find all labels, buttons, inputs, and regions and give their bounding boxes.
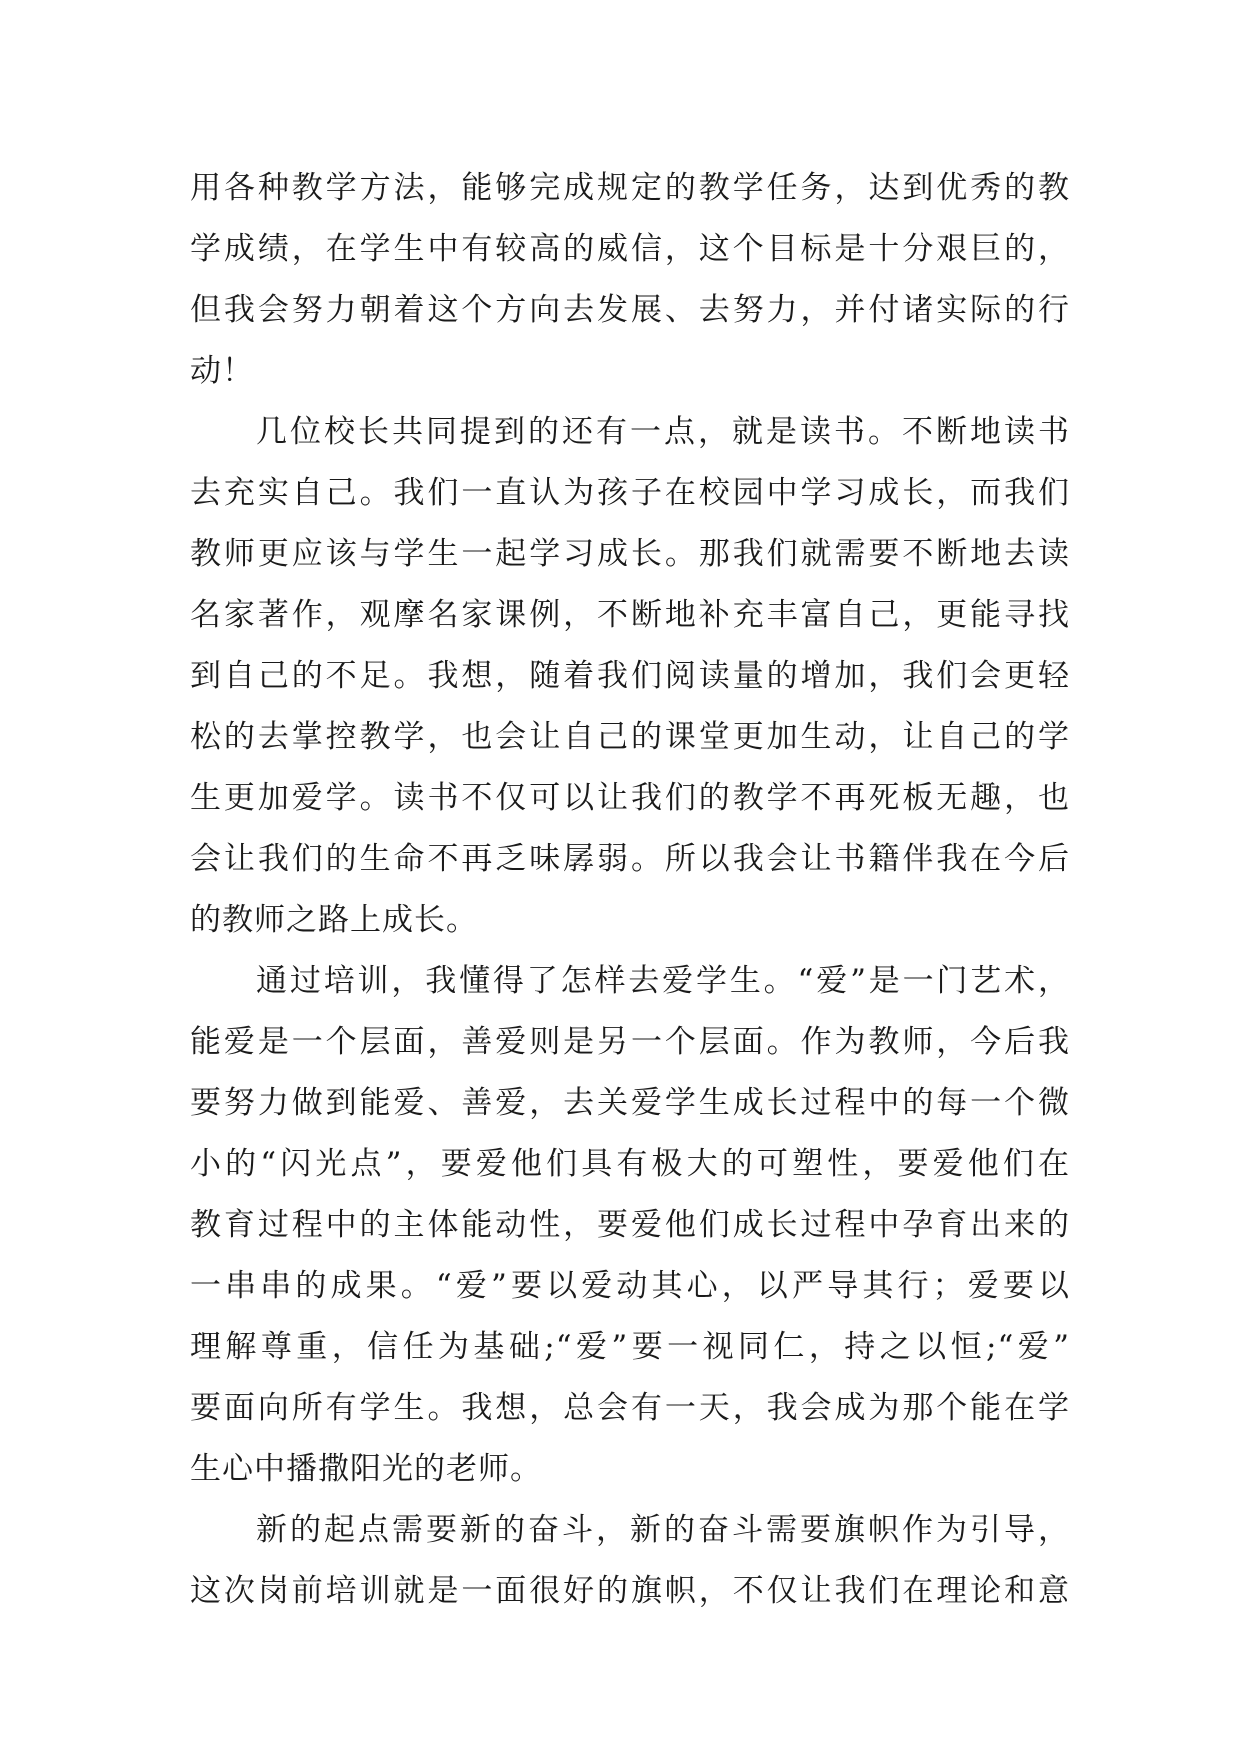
text-line: 教育过程中的主体能动性，要爱他们成长过程中孕育出来的 [190,1207,1070,1243]
text-line: 小的“闪光点”，要爱他们具有极大的可塑性，要爱他们在 [190,1146,1070,1182]
paragraph-2 [190,402,1070,951]
text-line: 能爱是一个层面，善爱则是另一个层面。作为教师，今后我 [190,1024,1070,1060]
text-line: 去充实自己。我们一直认为孩子在校园中学习成长，而我们 [190,475,1070,511]
text-line: 到自己的不足。我想，随着我们阅读量的增加，我们会更轻 [190,658,1070,694]
paragraph-1 [190,158,1070,402]
text-line: 新的起点需要新的奋斗，新的奋斗需要旗帜作为引导， [256,1512,1070,1548]
text-line: 但我会努力朝着这个方向去发展、去努力，并付诸实际的行 [190,292,1070,328]
text-line: 一串串的成果。“爱”要以爱动其心，以严导其行；爱要以 [190,1268,1070,1304]
text-line: 理解尊重，信任为基础;“爱”要一视同仁，持之以恒;“爱” [190,1329,1070,1365]
text-line: 生更加爱学。读书不仅可以让我们的教学不再死板无趣，也 [190,780,1070,816]
paragraph-3 [190,951,1070,1500]
text-line: 这次岗前培训就是一面很好的旗帜，不仅让我们在理论和意 [190,1573,1070,1609]
text-line: 要努力做到能爱、善爱，去关爱学生成长过程中的每一个微 [190,1085,1070,1121]
text-line: 用各种教学方法，能够完成规定的教学任务，达到优秀的教 [190,170,1070,206]
text-line: 松的去掌控教学，也会让自己的课堂更加生动，让自己的学 [190,719,1070,755]
paragraph-4 [190,1500,1070,1622]
text-line: 学成绩，在学生中有较高的威信，这个目标是十分艰巨的， [190,231,1070,267]
text-line: 生心中播撒阳光的老师。 [190,1451,542,1487]
text-line: 几位校长共同提到的还有一点，就是读书。不断地读书 [256,414,1070,450]
text-line: 会让我们的生命不再乏味孱弱。所以我会让书籍伴我在今后 [190,841,1070,877]
text-line: 教师更应该与学生一起学习成长。那我们就需要不断地去读 [190,536,1070,572]
text-line: 动！ [190,353,254,389]
text-line: 通过培训，我懂得了怎样去爱学生。“爱”是一门艺术， [256,963,1070,999]
text-line: 的教师之路上成长。 [190,902,478,938]
text-line: 名家著作，观摩名家课例，不断地补充丰富自己，更能寻找 [190,597,1070,633]
text-line: 要面向所有学生。我想，总会有一天，我会成为那个能在学 [190,1390,1070,1426]
body-text [190,158,1070,1622]
